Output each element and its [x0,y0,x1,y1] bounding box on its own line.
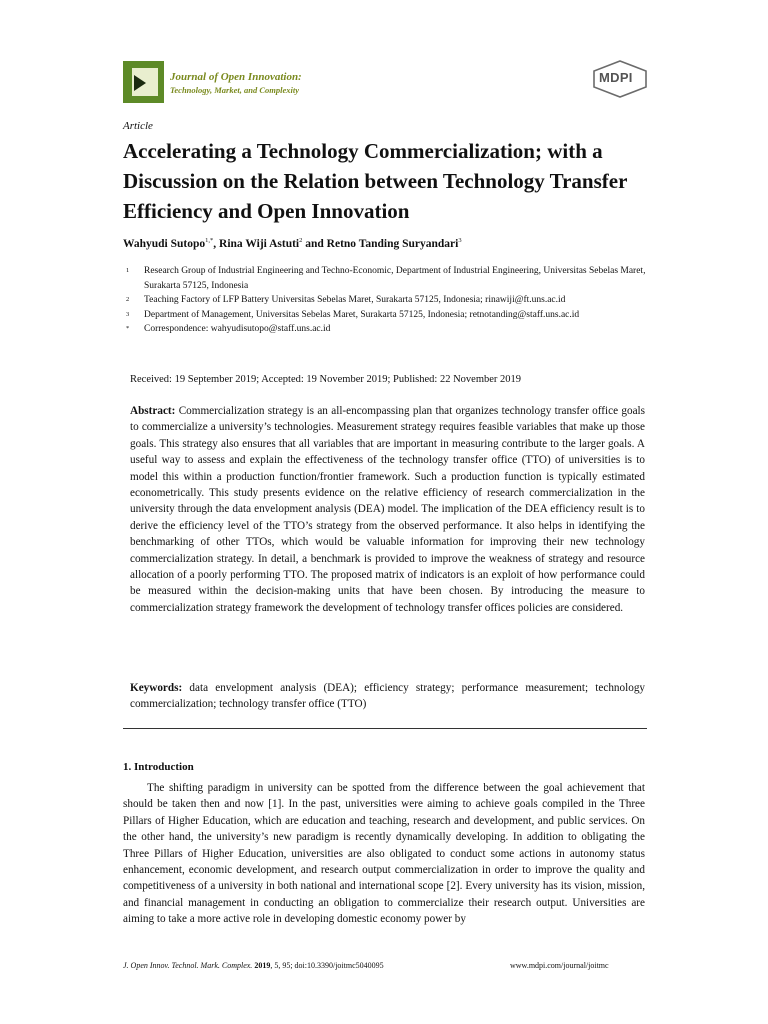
affiliation-text: Department of Management, Universitas Sebelas Maret, Surakarta 57125, Indonesia; retnotanding@staff.uns.ac.id [144,309,580,320]
abstract [130,403,645,616]
affiliation-item [123,322,683,337]
affiliation-number: 2 [126,296,130,303]
footer-citation [123,961,384,970]
affiliation-item [123,293,683,308]
footer-journal: J. Open Innov. Technol. Mark. Complex. [123,961,253,970]
footer-volume-doi: , 5, 95; doi:10.3390/joitmc5040095 [270,961,384,970]
publication-dates: Received: 19 September 2019; Accepted: 19 November 2019; Published: 22 November 2019 [130,374,522,385]
keywords-text: data envelopment analysis (DEA); efficiency strategy; performance measurement; technology commercialization; technology transfer office (TTO) [130,682,646,711]
affiliations [123,264,683,337]
affiliation-text: Teaching Factory of LFP Battery Universitas Sebelas Maret, Surakarta 57125, Indonesia; rinawiji@ft.uns.ac.id [144,295,566,305]
section-heading: 1. Introduction [123,761,194,773]
journal-title: Journal of Open Innovation: [170,71,302,83]
affiliation-number: 1 [126,267,130,274]
keywords-label: Keywords: [130,682,183,694]
introduction-text: The shifting paradigm in university can be spotted from the difference between the goal achievement that should be taken then and now [1]. In the past, universities were aiming to achieve goals compiled in the Three Pillars of Higher Education, which are education and teaching, research and development, and public services. On the other hand, the university’s new paradigm is recently dynamically developing. In addition to obligating the Three Pillars of Higher Education, universities are also obligated to conduct some actions in autonomy status enhancement, economic development, and research output commercialization in order to improve the quality and competitiveness of a university in both national and international scope [2]. Every university has its vision, mission, and financial management in conducting an obligation to commercialize their research output. Universities are aiming to take a more active role in developing domestic economy power by [123,782,645,926]
author-affiliation-mark: 3 [458,237,462,244]
affiliation-item [123,264,683,293]
keywords [130,680,645,713]
affiliation-number: * [126,325,130,332]
journal-logo-icon [123,61,164,103]
author-separator: and [302,237,327,250]
abstract-label: Abstract: [130,405,176,417]
affiliation-item [123,308,683,323]
affiliation-number: 3 [126,310,130,318]
footer-url[interactable]: www.mdpi.com/journal/joitmc [510,961,609,970]
author-name: Retno Tanding Suryandari [326,237,459,250]
footer-year: 2019 [254,961,271,970]
affiliation-text: Research Group of Industrial Engineering and Techno-Economic, Department of Industrial Engineering, Universitas Sebelas Maret, Surakarta 57125, Indonesia [144,266,646,291]
abstract-text: Commercialization strategy is an all-encompassing plan that organizes technology transfer office goals to commercialize a university’s technologies. Measurement strategy requires feasible variables that make up those goals. This strategy also ensures that all variables that are important in measuring contribute to the larger goals. A useful way to assess and explain the effectiveness of the technology transfer office (TTO) of universities is to model this within a production function/frontier framework. Such a production function is typically estimated econometrically. This study presents evidence on the relative efficiency of research commercialization in the university through the data envelopment analysis (DEA) model. The implication of the DEA efficiency result is to derive the efficiency level of the TTO’s strategy from the observed performance. It also helps in identifying the benchmarking of other TTOs, which would be valuable information for improving their new technology commercialization strategy. In detail, a benchmark is provided to improve the weakness of strategy and resource allocation of a poorly performing TTO. The proposed matrix of indicators is an exploit of how performance could be measured within the decision-making units that have been chosen. By introducing the measure to commercialization strategy framework the development of technology transfer offices policies are considered. [130,405,645,614]
correspondence-text: Correspondence: wahyudisutopo@staff.uns.ac.id [144,324,331,334]
section-divider [123,728,647,729]
article-title: Accelerating a Technology Commercialization; with a Discussion on the Relation between Technology Transfer Efficiency and Open Innovation [123,139,628,223]
author-affiliation-mark: 2 [299,237,303,244]
journal-name [170,71,302,96]
author-name: Rina Wiji Astuti [219,237,300,250]
publisher-name: MDPI [599,70,633,85]
author-list [123,237,462,250]
author-separator: , [213,237,220,250]
author-name: Wahyudi Sutopo [123,237,206,250]
journal-subtitle: Technology, Market, and Complexity [170,85,299,95]
author-affiliation-mark: 1,* [205,237,214,244]
article-type: Article [123,120,153,132]
